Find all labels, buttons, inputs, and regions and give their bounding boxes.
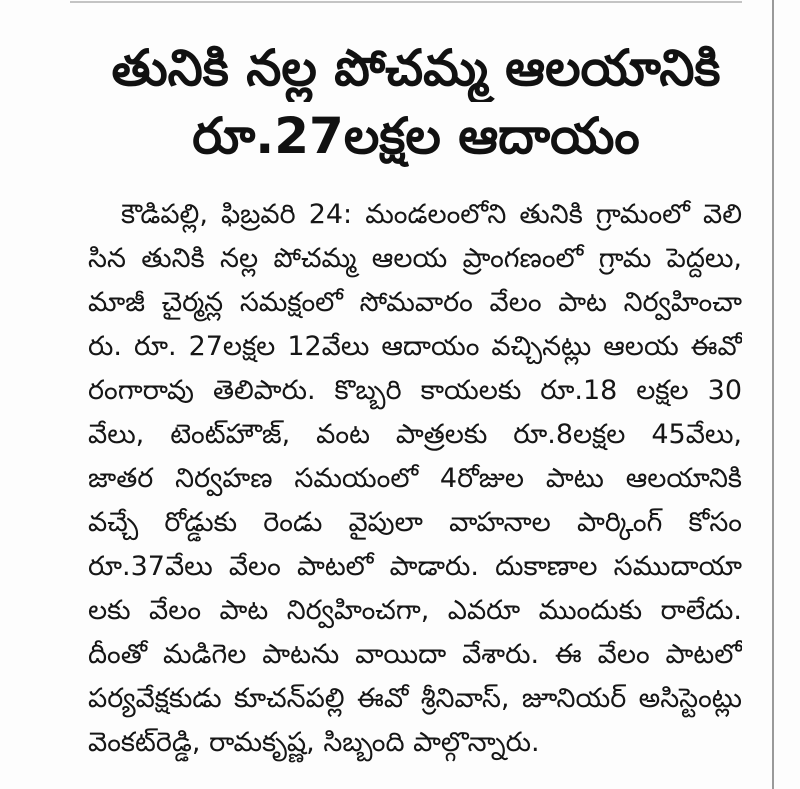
article-body-line: పర్యవేక్షకుడు కూచన్‌పల్లి ఈవో శ్రీనివాస్, జూనియర్ అసిస్టెంట్లు bbox=[88, 683, 742, 714]
headline-line-1: తునికి నల్ల పోచమ్మ ఆలయానికి bbox=[111, 39, 721, 97]
article-body-line: జాతర నిర్వహణ సమయంలో 4రోజుల పాటు ఆలయానికి bbox=[88, 463, 742, 494]
headline-line-2: రూ.27లక్షల ఆదాయం bbox=[192, 107, 640, 165]
article-headline bbox=[84, 34, 748, 170]
article-body-line: రు. రూ. 27లక్షల 12వేలు ఆదాయం వచ్చినట్లు ఆలయ ఈవో bbox=[88, 331, 742, 362]
top-divider bbox=[70, 1, 742, 3]
article-body-line: వెంకట్‌రెడ్డి, రామకృష్ణ, సిబ్బంది పాల్గొన్నారు. bbox=[88, 727, 540, 758]
article-body-line: రంగారావు తెలిపారు. కొబ్బరి కాయలకు రూ.18 లక్షల 30 bbox=[88, 375, 742, 406]
article-body bbox=[88, 193, 742, 765]
article-body-line: రూ.37వేలు వేలం పాటలో పాడారు. దుకాణాల సముదాయా bbox=[88, 551, 742, 582]
article-body-line: దీంతో మడిగెల పాటను వాయిదా వేశారు. ఈ వేలం పాటలో bbox=[88, 639, 742, 670]
article-body-line: లకు వేలం పాట నిర్వహించగా, ఎవరూ ముందుకు రాలేదు. bbox=[88, 595, 742, 626]
article-body-line: వచ్చే రోడ్డుకు రెండు వైపులా వాహనాల పార్కింగ్ కోసం bbox=[88, 507, 742, 538]
column-divider bbox=[772, 0, 774, 789]
article-body-line: వేలు, టెంట్‌హౌజ్, వంట పాత్రలకు రూ.8లక్షల 45వేలు, bbox=[88, 419, 742, 450]
article-body-line: మాజీ చైర్మన్ల సమక్షంలో సోమవారం వేలం పాట నిర్వహించా bbox=[88, 287, 742, 318]
article-body-line: కౌడిపల్లి, ఫిబ్రవరి 24: మండలంలోని తునికి గ్రామంలో వెలి bbox=[121, 199, 742, 230]
article-body-line: సిన తునికి నల్ల పోచమ్మ ఆలయ ప్రాంగణంలో గ్రామ పెద్దలు, bbox=[88, 243, 742, 274]
